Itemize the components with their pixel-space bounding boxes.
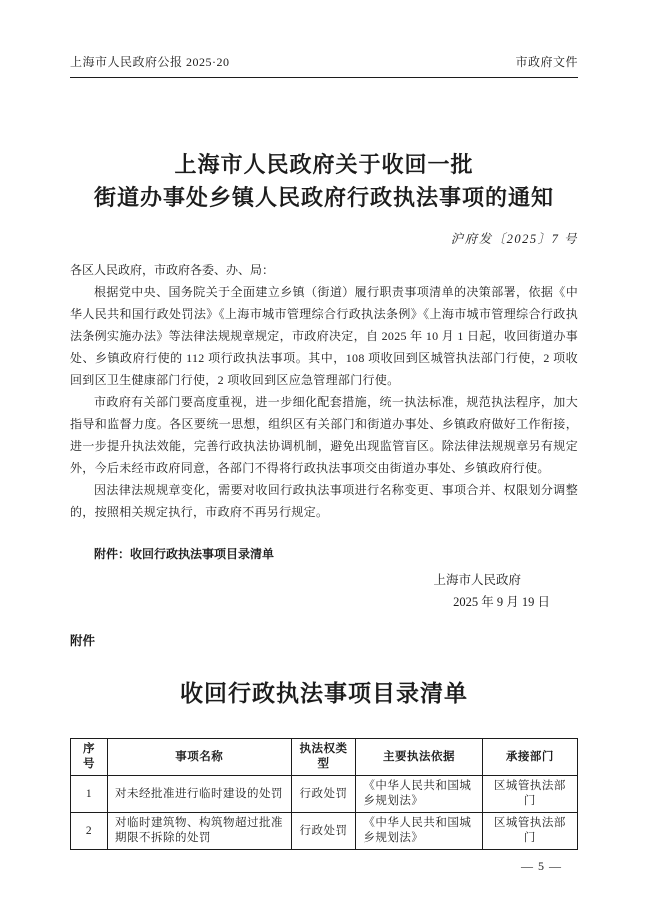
table-header-row xyxy=(71,739,578,776)
cell-power-type: 行政处罚 xyxy=(291,813,356,850)
page-number: — 5 — xyxy=(521,859,562,873)
annex-title: 收回行政执法事项目录清单 xyxy=(180,681,468,706)
column-header-receiving-dept: 承接部门 xyxy=(482,739,577,776)
page-header xyxy=(70,53,578,78)
column-header-legal-basis: 主要执法依据 xyxy=(356,739,482,776)
cell-item-name: 对未经批准进行临时建设的处罚 xyxy=(108,776,292,813)
issue-date: 2025 年 9 月 19 日 xyxy=(453,595,550,609)
notice-title-line-1: 上海市人民政府关于收回一批 xyxy=(174,152,474,177)
annex-label: 附件 xyxy=(70,634,96,648)
issuer-name: 上海市人民政府 xyxy=(433,573,521,587)
column-header-power-type: 执法权类型 xyxy=(291,739,356,776)
annex-table xyxy=(70,738,578,850)
body-paragraph-2: 市政府有关部门要高度重视，进一步细化配套措施，统一执法标准，规范执法程序，加大指导和监督力度。各区要统一思想，组织区有关部门和街道办事处、乡镇政府做好工作衔接，进一步提升执法效能，完善行政执法协调机制，避免出现监管盲区。除法律法规规章另有规定外，今后未经市政府同意，各部门不得将行政执法事项交由街道办事处、乡镇政府行使。 xyxy=(70,395,578,475)
cell-seq: 1 xyxy=(71,776,108,813)
signature-block xyxy=(70,569,578,613)
table-row xyxy=(71,813,578,850)
attachment-note: 附件：收回行政执法事项目录清单 xyxy=(94,547,275,561)
column-header-item-name: 事项名称 xyxy=(108,739,292,776)
cell-receiving-dept: 区城管执法部门 xyxy=(482,813,577,850)
cell-receiving-dept: 区城管执法部门 xyxy=(482,776,577,813)
column-header-seq: 序号 xyxy=(71,739,108,776)
doc-number: 沪府发〔2025〕7 号 xyxy=(450,232,578,246)
notice-content xyxy=(70,148,578,874)
document-category: 市政府文件 xyxy=(515,55,578,69)
salutation: 各区人民政府，市政府各委、办、局： xyxy=(70,263,275,277)
body-paragraph-1: 根据党中央、国务院关于全面建立乡镇（街道）履行职责事项清单的决策部署，依据《中华人民共和国行政处罚法》《上海市城市管理综合行政执法条例》《上海市城市管理综合行政执法条例实施办法》等法律法规规章规定，市政府决定，自 2025 年 10 月 1 日起，收回街道办事处、乡镇政府行使的 112 项行政执法事项。其中，108 项收回到区城管执法部门行使，2 项收回到区卫生健康部门行使，2 项收回到区应急管理部门行使。 xyxy=(70,285,578,387)
cell-power-type: 行政处罚 xyxy=(291,776,356,813)
body-paragraph-3: 因法律法规规章变化，需要对收回行政执法事项进行名称变更、事项合并、权限划分调整的，按照相关规定执行，市政府不再另行规定。 xyxy=(70,483,578,519)
notice-title-line-2: 街道办事处乡镇人民政府行政执法事项的通知 xyxy=(93,185,554,210)
gazette-title: 上海市人民政府公报 2025·20 xyxy=(70,55,230,69)
cell-item-name: 对临时建筑物、构筑物超过批准期限不拆除的处罚 xyxy=(108,813,292,850)
notice-title xyxy=(70,148,578,214)
cell-legal-basis: 《中华人民共和国城乡规划法》 xyxy=(356,813,482,850)
cell-seq: 2 xyxy=(71,813,108,850)
cell-legal-basis: 《中华人民共和国城乡规划法》 xyxy=(356,776,482,813)
table-row xyxy=(71,776,578,813)
